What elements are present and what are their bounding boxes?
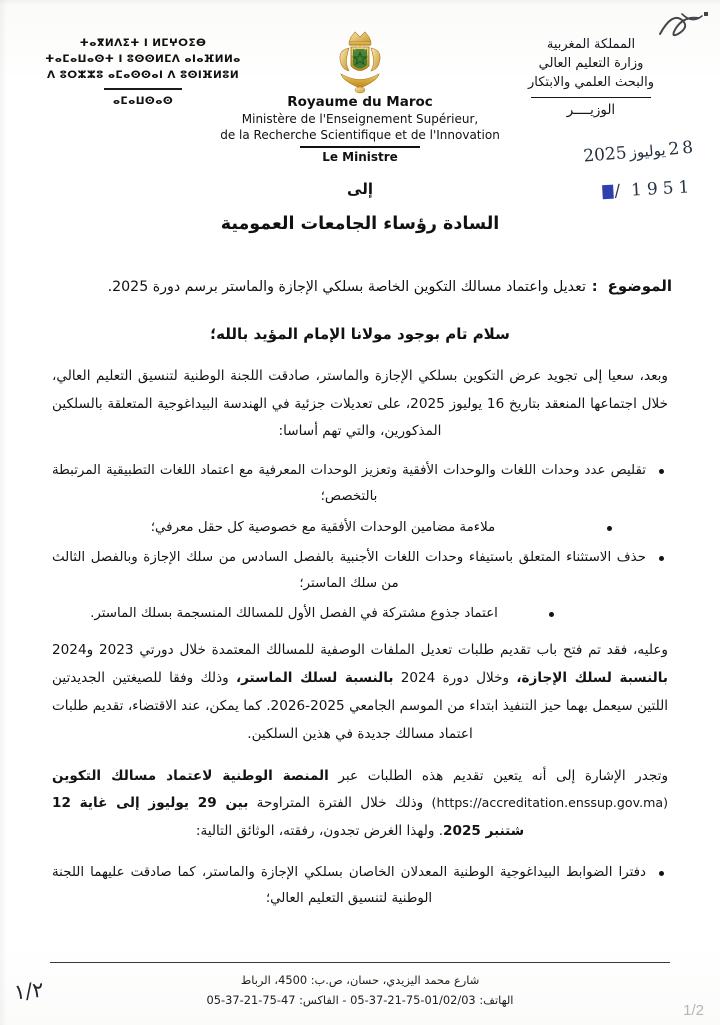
addressee-to-word: إلى <box>347 180 373 198</box>
subject-label: الموضوع <box>607 277 672 295</box>
paragraph-3-platform-name: المنصة الوطنية لاعتماد مسالك التكوين <box>52 767 329 784</box>
french-kingdom: Royaume du Maroc <box>287 94 433 110</box>
stamp-reference <box>602 177 695 202</box>
french-ministry-line-2: de la Recherche Scientifique et de l'Innovation <box>220 127 500 142</box>
list-item: ملاءمة مضامين الوحدات الأفقية مع خصوصية كل حقل معرفي؛ <box>52 515 668 541</box>
tifinagh-kingdom: ⵜⴰⴳⵍⴷⵉⵜ ⵏ ⵍⵎⵖⵔⵉⴱ <box>79 37 207 49</box>
registration-stamp <box>506 137 706 232</box>
footer-fax-number: 05-37-21-75-47 <box>206 993 296 1008</box>
stamp-ref-number: 1951 <box>630 177 695 201</box>
arabic-minister: الوزيــــر <box>566 101 616 118</box>
stamp-ink-blot <box>602 185 614 200</box>
addressee-recipient: السادة رؤساء الجامعات العمومية <box>220 214 500 234</box>
morocco-coat-of-arms-icon <box>329 28 391 98</box>
header-french-block <box>195 94 525 166</box>
paragraph-3-prefix: وتجدر الإشارة إلى أنه يتعين تقديم هذه الطلبات عبر <box>328 767 669 784</box>
footer-phone-label: الهاتف: <box>479 993 514 1008</box>
paragraph-3-mid: وذلك خلال الفترة المتراوحة <box>248 795 432 812</box>
tifinagh-ministry-line-1: ⵜⴰⵎⴰⵡⴰⵙⵜ ⵏ ⵓⵙⵙⵍⵎⴷ ⴰⵏⴰⴼⵍⵍⴰ <box>45 52 241 65</box>
list-item: حذف الاستثناء المتعلق باستيفاء وحدات اللغات الأجنبية بالفصل السادس من سلك الإجازة وبالفصل الثالث من سلك الماستر؛ <box>52 545 668 597</box>
french-divider <box>300 146 420 147</box>
bullet-list-1 <box>52 458 668 627</box>
handwritten-page-marker: ١/٢ <box>12 977 45 1005</box>
document-footer <box>0 962 720 1011</box>
arabic-ministry-line-1: وزارة التعليم العالي <box>538 55 644 71</box>
paragraph-2-bold-2: بالنسبة لسلك الماستر، <box>235 670 394 686</box>
stamp-month: يوليوز <box>628 140 667 162</box>
minister-initial-signature-icon <box>652 4 714 48</box>
paragraph-3-suffix: . ولهذا الغرض تجدون، رفقته، الوثائق التالية: <box>195 823 444 840</box>
tifinagh-divider <box>104 88 182 89</box>
body-paragraph-1: وبعد، سعيا إلى تجويد عرض التكوين بسلكي الإجازة والماستر، صادقت اللجنة الوطنية لتنسيق التعليم العالي، خلال اجتماعها المنعقد بتاريخ 16 يوليوز 2025، على تعديلات جزئية في الهندسة البيداغوجية المتعلقة بالسلكين المذكورين، والتي تهم أساسا: <box>52 367 669 440</box>
footer-fax-label: الفاكس: <box>299 993 339 1008</box>
footer-separator: - <box>342 993 347 1008</box>
footer-divider <box>50 962 670 963</box>
body-paragraph-2 <box>52 637 668 748</box>
arabic-ministry-line-2: والبحث العلمي والابتكار <box>528 74 654 90</box>
subject-text: تعديل واعتماد مسالك التكوين الخاصة بسلكي الإجازة والماستر برسم دورة 2025. <box>107 279 586 295</box>
tifinagh-minister: ⴰⵎⴰⵡⵙⴰⵙ <box>112 94 174 107</box>
document-body <box>52 363 668 913</box>
stamp-date <box>583 137 697 166</box>
subject-line <box>48 274 672 299</box>
body-paragraph-3 <box>52 763 668 847</box>
page-number: 1/2 <box>683 1002 704 1019</box>
arabic-kingdom: المملكة المغربية <box>546 37 636 52</box>
stamp-year: 2025 <box>582 143 628 167</box>
list-item: اعتماد جذوع مشتركة في الفصل الأول للمسالك المنسجمة بسلك الماستر. <box>52 601 668 627</box>
footer-address: شارع محمد اليزيدي، حسان، ص.ب: 4500، الرباط <box>240 973 480 988</box>
list-item: تقليص عدد وحدات اللغات والوحدات الأفقية وتعزيز الوحدات المعرفية مع اعتماد اللغات التطبيقية المرتبطة بالتخصص؛ <box>52 458 668 510</box>
accreditation-portal-url[interactable]: (https://accreditation.enssup.gov.ma) <box>431 795 668 811</box>
header-arabic-block <box>486 36 696 120</box>
stamp-ref-prefix: / <box>613 181 622 202</box>
arabic-divider <box>531 97 651 98</box>
salutation: سلام تام بوجود مولانا الإمام المؤيد بالله؛ <box>210 324 510 343</box>
french-minister: Le Ministre <box>322 149 398 164</box>
paragraph-3-period-range: بين 29 يوليوز إلى غاية 12 شتنبر 2025 <box>52 795 525 840</box>
paragraph-2-prefix: وعليه، فقد تم فتح باب تقديم طلبات تعديل الملفات الوصفية للمسالك المعتمدة خلال دورتي 2023 و2024 <box>52 642 668 659</box>
paragraph-2-bold-1: بالنسبة لسلك الإجازة، <box>516 670 668 686</box>
footer-phone-fax <box>0 991 720 1011</box>
list-item: دفترا الضوابط البيداغوجية الوطنية المعدلان الخاصان بسلكي الإجازة والماستر، كما صادقت عليهما اللجنة الوطنية لتنسيق التعليم العالي؛ <box>52 860 668 912</box>
footer-contact-block <box>0 971 720 1011</box>
footer-phone-number: 05-37-21-75-01/02/03 <box>350 993 476 1008</box>
subject-colon: : <box>591 279 598 295</box>
paragraph-2-mid: وخلال دورة 2024 <box>393 670 517 686</box>
french-ministry-line-1: Ministère de l'Enseignement Supérieur, <box>241 111 479 126</box>
paragraph-2-suffix: وذلك وفقا للصيغتين الجديدتين اللتين سيعمل بهما حيز التنفيذ ابتداء من الموسم الجامعي 2025-2026. كما يمكن، عند الاقتضاء، تقديم طلبات اعتماد مسالك جديدة في هذين السلكين. <box>52 670 669 742</box>
tifinagh-ministry-line-2: ⴷ ⵓⵔⵣⵣⵓ ⴰⵎⴰⵙⵙⴰⵏ ⴷ ⵓⵙⵏⴼⵍⵓⵍ <box>46 68 240 81</box>
bullet-list-2 <box>52 860 668 912</box>
stamp-day: 28 <box>667 137 697 160</box>
